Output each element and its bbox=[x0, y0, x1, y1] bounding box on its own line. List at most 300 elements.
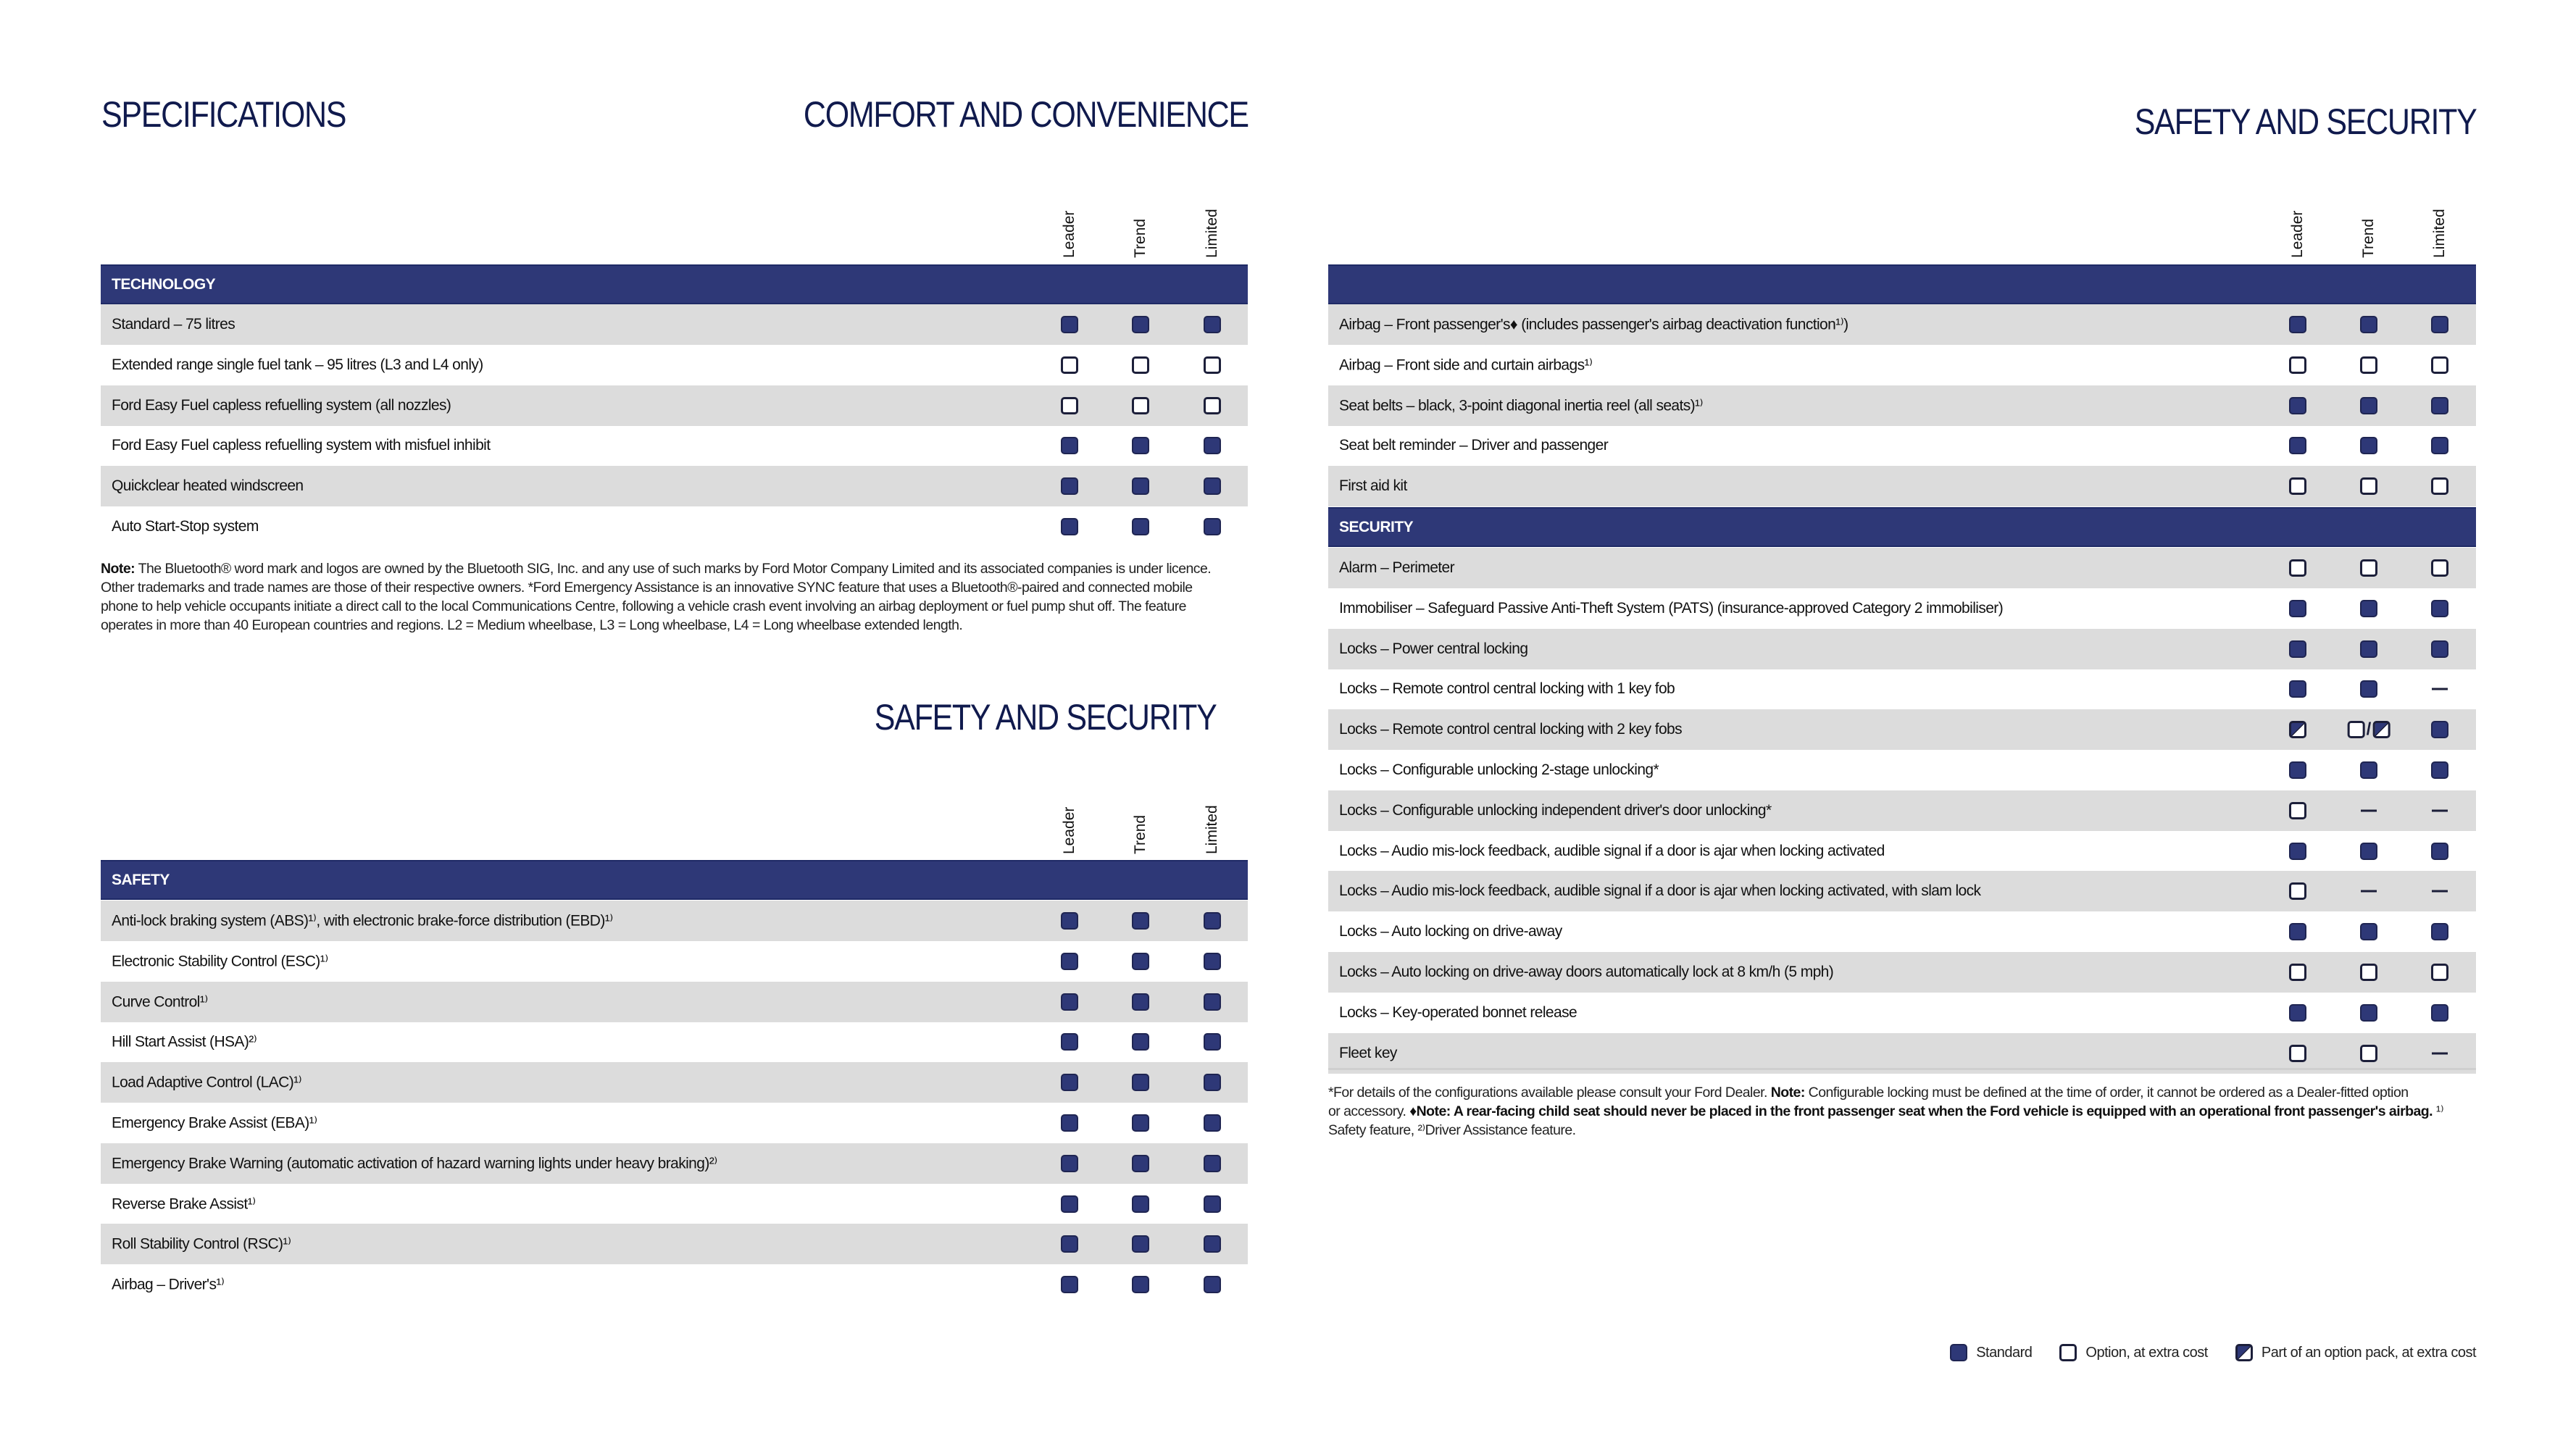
table-row bbox=[1328, 629, 2476, 669]
comfort-convenience-title: COMFORT AND CONVENIENCE bbox=[804, 94, 1249, 135]
section-header-security bbox=[1328, 507, 2476, 547]
standard-icon bbox=[1061, 1074, 1078, 1091]
standard-icon bbox=[2431, 316, 2448, 333]
table-bottom-divider bbox=[1328, 1068, 2476, 1070]
cell-trend bbox=[1132, 316, 1149, 333]
row-label: Emergency Brake Warning (automatic activation of hazard warning lights under heavy braking)²⁾ bbox=[112, 1155, 717, 1172]
table-row bbox=[101, 1184, 1248, 1224]
cell-trend bbox=[1132, 993, 1149, 1011]
standard-icon bbox=[2431, 600, 2448, 617]
standard-icon bbox=[1132, 1074, 1149, 1091]
option-icon bbox=[2289, 559, 2306, 577]
not-available-dash-icon bbox=[2361, 890, 2377, 893]
row-label: Ford Easy Fuel capless refuelling system with misfuel inhibit bbox=[112, 437, 491, 454]
row-label: Locks – Auto locking on drive-away bbox=[1339, 923, 1562, 940]
option-icon bbox=[2289, 477, 2306, 495]
row-label: Extended range single fuel tank – 95 litres (L3 and L4 only) bbox=[112, 356, 483, 373]
cell-trend bbox=[2360, 559, 2377, 577]
cell-trend bbox=[1132, 397, 1149, 414]
cell-limited bbox=[2431, 559, 2448, 577]
cell-trend bbox=[2360, 843, 2377, 860]
cell-trend bbox=[1132, 1276, 1149, 1293]
note-text: Other trademarks and trade names are those of their respective owners. *Ford Emergency Assistance is an innovative SYNC feature that uses a Bluetooth®-paired and connected mobile bbox=[101, 580, 1193, 596]
cell-leader bbox=[2289, 640, 2306, 658]
cell-leader bbox=[2289, 761, 2306, 779]
standard-icon bbox=[2289, 923, 2306, 940]
legend-pack bbox=[2235, 1344, 2476, 1361]
cell-limited bbox=[1204, 356, 1221, 374]
standard-icon bbox=[1061, 953, 1078, 970]
cell-limited bbox=[1204, 437, 1221, 454]
option-icon bbox=[1132, 397, 1149, 414]
cell-trend bbox=[2360, 1045, 2377, 1062]
option-pack-icon bbox=[2372, 721, 2390, 738]
row-label: Electronic Stability Control (ESC)¹⁾ bbox=[112, 953, 328, 970]
standard-icon bbox=[1061, 477, 1078, 495]
cell-leader bbox=[1061, 397, 1078, 414]
standard-icon bbox=[1061, 993, 1078, 1011]
standard-icon bbox=[2431, 1004, 2448, 1022]
column-header-trend: Trend bbox=[1132, 218, 1149, 258]
cell-leader bbox=[1061, 1074, 1078, 1091]
standard-icon bbox=[1204, 1235, 1221, 1253]
cell-trend bbox=[2360, 356, 2377, 374]
option-icon bbox=[2360, 1045, 2377, 1062]
row-label: Reverse Brake Assist¹⁾ bbox=[112, 1195, 256, 1213]
table-row bbox=[101, 901, 1248, 941]
option-icon bbox=[2360, 356, 2377, 374]
standard-icon bbox=[1061, 1235, 1078, 1253]
standard-icon bbox=[1204, 437, 1221, 454]
cell-trend bbox=[2360, 761, 2377, 779]
column-header-limited: Limited bbox=[1204, 805, 1220, 854]
option-icon bbox=[2431, 356, 2448, 374]
standard-icon bbox=[2431, 923, 2448, 940]
table-row bbox=[101, 425, 1248, 466]
table-row bbox=[101, 1264, 1248, 1305]
note-line bbox=[101, 578, 1260, 597]
table-row bbox=[1328, 548, 2476, 588]
cell-limited bbox=[1204, 993, 1221, 1011]
column-header-leader: Leader bbox=[1061, 210, 1077, 258]
standard-icon bbox=[2289, 680, 2306, 698]
row-label: Load Adaptive Control (LAC)¹⁾ bbox=[112, 1074, 302, 1091]
cell-limited bbox=[1204, 1235, 1221, 1253]
cell-trend bbox=[2360, 477, 2377, 495]
safety-security-title-left: SAFETY AND SECURITY bbox=[874, 697, 1216, 738]
cell-leader bbox=[1061, 912, 1078, 930]
cell-leader bbox=[2289, 1045, 2306, 1062]
option-icon bbox=[2289, 802, 2306, 819]
table-row bbox=[1328, 993, 2476, 1033]
option-icon bbox=[1132, 356, 1149, 374]
cell-limited bbox=[2432, 688, 2448, 690]
option-pack-icon bbox=[2235, 1344, 2253, 1361]
standard-icon bbox=[2360, 761, 2377, 779]
cell-trend bbox=[2348, 721, 2390, 738]
cell-leader bbox=[1061, 518, 1078, 535]
standard-icon bbox=[1132, 953, 1149, 970]
footnote-text: or accessory. bbox=[1328, 1103, 1410, 1119]
option-icon bbox=[1204, 356, 1221, 374]
standard-icon bbox=[1132, 518, 1149, 535]
security-footnote bbox=[1328, 1083, 2488, 1140]
option-icon bbox=[2431, 477, 2448, 495]
standard-icon bbox=[1061, 1195, 1078, 1213]
standard-icon bbox=[2431, 721, 2448, 738]
footnote-bold: Note: bbox=[1770, 1085, 1805, 1101]
table-row bbox=[1328, 669, 2476, 709]
standard-icon bbox=[2360, 843, 2377, 860]
table-row bbox=[1328, 952, 2476, 993]
standard-icon bbox=[1061, 1114, 1078, 1132]
cell-trend bbox=[1132, 356, 1149, 374]
cell-leader bbox=[1061, 1155, 1078, 1172]
cell-trend bbox=[1132, 953, 1149, 970]
table-row bbox=[1328, 911, 2476, 952]
footnote-text: Configurable locking must be defined at the time of order, it cannot be ordered as a Dealer-fitted option bbox=[1804, 1085, 2409, 1101]
note-line bbox=[101, 616, 1260, 635]
table-row bbox=[101, 466, 1248, 506]
cell-limited bbox=[2431, 964, 2448, 981]
standard-icon bbox=[1132, 912, 1149, 930]
standard-icon bbox=[1204, 518, 1221, 535]
option-icon bbox=[1204, 397, 1221, 414]
cell-trend bbox=[1132, 912, 1149, 930]
standard-icon bbox=[1061, 316, 1078, 333]
row-label: Standard – 75 litres bbox=[112, 316, 235, 333]
standard-icon bbox=[1204, 953, 1221, 970]
option-icon bbox=[2431, 559, 2448, 577]
option-icon bbox=[2059, 1344, 2077, 1361]
row-label: Immobiliser – Safeguard Passive Anti-Theft System (PATS) (insurance-approved Category 2 immobiliser) bbox=[1339, 599, 2004, 617]
table-row bbox=[1328, 466, 2476, 506]
option-icon bbox=[2289, 1045, 2306, 1062]
cell-limited bbox=[1204, 912, 1221, 930]
standard-icon bbox=[2289, 761, 2306, 779]
cell-leader bbox=[2289, 843, 2306, 860]
table-row bbox=[1328, 750, 2476, 790]
cell-limited bbox=[1204, 316, 1221, 333]
row-label: Emergency Brake Assist (EBA)¹⁾ bbox=[112, 1114, 317, 1132]
standard-icon bbox=[2431, 397, 2448, 414]
standard-icon bbox=[1132, 1276, 1149, 1293]
standard-icon bbox=[1132, 437, 1149, 454]
column-header-trend: Trend bbox=[1132, 814, 1149, 854]
standard-icon bbox=[2360, 680, 2377, 698]
standard-icon bbox=[2289, 600, 2306, 617]
cell-trend bbox=[2360, 437, 2377, 454]
standard-icon bbox=[1061, 437, 1078, 454]
legend bbox=[1950, 1344, 2476, 1361]
cell-leader bbox=[2289, 600, 2306, 617]
legend-pack-label: Part of an option pack, at extra cost bbox=[2261, 1344, 2476, 1361]
option-icon bbox=[2431, 964, 2448, 981]
cell-leader bbox=[2289, 964, 2306, 981]
note-text: The Bluetooth® word mark and logos are owned by the Bluetooth SIG, Inc. and any use of such marks by Ford Motor Company Limited and its associated companies is under licence. bbox=[135, 561, 1212, 577]
standard-icon bbox=[2360, 1004, 2377, 1022]
footnote-line bbox=[1328, 1121, 2488, 1140]
cell-limited bbox=[2431, 761, 2448, 779]
cell-limited bbox=[1204, 518, 1221, 535]
cell-limited bbox=[2431, 600, 2448, 617]
cell-limited bbox=[2431, 316, 2448, 333]
page-title: SPECIFICATIONS bbox=[101, 94, 346, 135]
row-label: Hill Start Assist (HSA)²⁾ bbox=[112, 1033, 257, 1051]
table-row bbox=[101, 506, 1248, 547]
standard-icon bbox=[1204, 1155, 1221, 1172]
cell-limited bbox=[2431, 721, 2448, 738]
standard-icon bbox=[2289, 437, 2306, 454]
standard-icon bbox=[1132, 316, 1149, 333]
table-row bbox=[101, 1022, 1248, 1062]
cell-leader bbox=[1061, 1235, 1078, 1253]
standard-icon bbox=[2360, 923, 2377, 940]
column-header-leader: Leader bbox=[2289, 210, 2306, 258]
standard-icon bbox=[2360, 640, 2377, 658]
row-label: Roll Stability Control (RSC)¹⁾ bbox=[112, 1235, 291, 1253]
standard-icon bbox=[1132, 477, 1149, 495]
cell-trend bbox=[2361, 890, 2377, 893]
table-row bbox=[101, 1062, 1248, 1103]
table-row bbox=[1328, 831, 2476, 872]
table-row bbox=[1328, 790, 2476, 831]
standard-icon bbox=[2360, 437, 2377, 454]
cell-leader bbox=[2289, 680, 2306, 698]
cell-trend bbox=[1132, 1195, 1149, 1213]
table-row bbox=[101, 1103, 1248, 1143]
standard-icon bbox=[2360, 600, 2377, 617]
row-label: Anti-lock braking system (ABS)¹⁾, with electronic brake-force distribution (EBD)¹⁾ bbox=[112, 912, 613, 930]
table-row bbox=[1328, 709, 2476, 750]
cell-trend bbox=[1132, 518, 1149, 535]
footnote-text: Safety feature, ²⁾Driver Assistance feature. bbox=[1328, 1122, 1576, 1138]
section-header-label: SECURITY bbox=[1339, 518, 1414, 535]
cell-trend bbox=[2361, 809, 2377, 811]
standard-icon bbox=[2289, 316, 2306, 333]
safety-security-table bbox=[1328, 264, 2476, 1070]
option-icon bbox=[1061, 356, 1078, 374]
cell-leader bbox=[2289, 802, 2306, 819]
cell-trend bbox=[1132, 437, 1149, 454]
footnote-line bbox=[1328, 1083, 2488, 1102]
option-icon bbox=[2289, 356, 2306, 374]
row-label: Locks – Remote control central locking with 2 key fobs bbox=[1339, 721, 1683, 738]
note-text: phone to help vehicle occupants initiate a direct call to the local Communications Centre, following a vehicle crash event involving an airbag deployment or fuel pump shut off. The feature bbox=[101, 598, 1186, 614]
cell-limited bbox=[2431, 437, 2448, 454]
cell-leader bbox=[2289, 316, 2306, 333]
cell-limited bbox=[1204, 1155, 1221, 1172]
footnote-text: *For details of the configurations available please consult your Ford Dealer. bbox=[1328, 1085, 1771, 1101]
section-header-technology bbox=[101, 264, 1248, 304]
cell-trend bbox=[1132, 477, 1149, 495]
row-label: Locks – Configurable unlocking 2-stage unlocking* bbox=[1339, 761, 1659, 778]
cell-limited bbox=[1204, 1276, 1221, 1293]
cell-limited bbox=[2432, 890, 2448, 893]
row-label: Locks – Remote control central locking with 1 key fob bbox=[1339, 680, 1675, 698]
standard-icon bbox=[2431, 761, 2448, 779]
standard-icon bbox=[1204, 912, 1221, 930]
technology-table bbox=[101, 264, 1248, 548]
cell-leader bbox=[1061, 1114, 1078, 1132]
row-label: Ford Easy Fuel capless refuelling system (all nozzles) bbox=[112, 396, 451, 414]
cell-trend bbox=[2360, 397, 2377, 414]
cell-leader bbox=[1061, 1033, 1078, 1051]
cell-limited bbox=[1204, 1195, 1221, 1213]
cell-leader bbox=[2289, 397, 2306, 414]
cell-leader bbox=[1061, 437, 1078, 454]
table-row bbox=[1328, 425, 2476, 466]
cell-limited bbox=[2431, 843, 2448, 860]
column-header-limited: Limited bbox=[1204, 209, 1220, 258]
column-header-leader: Leader bbox=[1061, 806, 1077, 854]
cell-trend bbox=[2360, 964, 2377, 981]
row-label: Quickclear heated windscreen bbox=[112, 477, 304, 495]
option-icon bbox=[2289, 964, 2306, 981]
table-row bbox=[101, 982, 1248, 1022]
cell-leader bbox=[2289, 356, 2306, 374]
standard-icon bbox=[2360, 397, 2377, 414]
cell-limited bbox=[1204, 1114, 1221, 1132]
not-available-dash-icon bbox=[2432, 688, 2448, 690]
standard-icon bbox=[2360, 316, 2377, 333]
row-label: Alarm – Perimeter bbox=[1339, 559, 1455, 576]
standard-icon bbox=[1132, 1114, 1149, 1132]
cell-trend bbox=[2360, 1004, 2377, 1022]
technology-note bbox=[101, 559, 1260, 635]
cell-limited bbox=[1204, 1074, 1221, 1091]
cell-limited bbox=[2431, 477, 2448, 495]
standard-icon bbox=[1132, 1033, 1149, 1051]
row-label: First aid kit bbox=[1339, 477, 1407, 495]
slash-separator: / bbox=[2366, 719, 2372, 740]
table-row bbox=[1328, 871, 2476, 911]
legend-option bbox=[2059, 1344, 2207, 1361]
not-available-dash-icon bbox=[2432, 890, 2448, 893]
standard-icon bbox=[1061, 518, 1078, 535]
option-icon bbox=[2360, 559, 2377, 577]
standard-icon bbox=[1132, 1155, 1149, 1172]
table-row bbox=[101, 345, 1248, 385]
cell-trend bbox=[1132, 1114, 1149, 1132]
row-label: Locks – Auto locking on drive-away doors automatically lock at 8 km/h (5 mph) bbox=[1339, 964, 1834, 980]
cell-limited bbox=[2431, 640, 2448, 658]
cell-leader bbox=[2289, 477, 2306, 495]
cell-leader bbox=[2289, 923, 2306, 940]
option-icon bbox=[2360, 477, 2377, 495]
standard-icon bbox=[1204, 1276, 1221, 1293]
section-header-label: TECHNOLOGY bbox=[112, 275, 216, 293]
legend-option-label: Option, at extra cost bbox=[2085, 1344, 2208, 1361]
row-label: Locks – Key-operated bonnet release bbox=[1339, 1003, 1577, 1021]
cell-limited bbox=[2431, 923, 2448, 940]
cell-leader bbox=[1061, 477, 1078, 495]
standard-icon bbox=[1061, 1276, 1078, 1293]
standard-icon bbox=[2431, 843, 2448, 860]
column-header-limited: Limited bbox=[2431, 209, 2448, 258]
cell-leader bbox=[1061, 1276, 1078, 1293]
not-available-dash-icon bbox=[2361, 809, 2377, 811]
cell-leader bbox=[2289, 437, 2306, 454]
standard-icon bbox=[2289, 843, 2306, 860]
cell-limited bbox=[1204, 477, 1221, 495]
row-label: Seat belts – black, 3-point diagonal inertia reel (all seats)¹⁾ bbox=[1339, 397, 1703, 414]
cell-trend bbox=[1132, 1235, 1149, 1253]
table-row bbox=[1328, 304, 2476, 345]
cell-leader bbox=[1061, 993, 1078, 1011]
row-label: Curve Control¹⁾ bbox=[112, 993, 208, 1011]
safety-security-title-right: SAFETY AND SECURITY bbox=[2134, 101, 2476, 142]
note-line bbox=[101, 559, 1260, 578]
standard-icon bbox=[1204, 477, 1221, 495]
standard-icon bbox=[1061, 1155, 1078, 1172]
cell-leader bbox=[2289, 1004, 2306, 1022]
row-label: Auto Start-Stop system bbox=[112, 518, 259, 535]
option-icon bbox=[1061, 397, 1078, 414]
standard-icon bbox=[1132, 1235, 1149, 1253]
note-text: operates in more than 40 European countries and regions. L2 = Medium wheelbase, L3 = Long wheelbase, L4 = Long wheelbase extended length. bbox=[101, 617, 963, 633]
cell-trend bbox=[2360, 640, 2377, 658]
cell-leader bbox=[2289, 882, 2306, 900]
standard-icon bbox=[1204, 316, 1221, 333]
standard-icon bbox=[1132, 993, 1149, 1011]
row-label: Airbag – Driver's¹⁾ bbox=[112, 1276, 225, 1293]
option-icon bbox=[2360, 964, 2377, 981]
cell-leader bbox=[2289, 559, 2306, 577]
cell-trend bbox=[2360, 600, 2377, 617]
table-row bbox=[1328, 345, 2476, 385]
standard-icon bbox=[1204, 1114, 1221, 1132]
standard-icon bbox=[1204, 1074, 1221, 1091]
cell-trend bbox=[1132, 1074, 1149, 1091]
footnote-line bbox=[1328, 1102, 2488, 1121]
column-header-trend: Trend bbox=[2360, 218, 2377, 258]
standard-icon bbox=[1061, 912, 1078, 930]
cell-limited bbox=[1204, 953, 1221, 970]
section-header-label: SAFETY bbox=[112, 871, 170, 888]
table-row bbox=[101, 1224, 1248, 1264]
cell-leader bbox=[1061, 356, 1078, 374]
option-icon bbox=[2348, 721, 2365, 738]
standard-icon bbox=[1204, 1195, 1221, 1213]
row-label: Locks – Power central locking bbox=[1339, 640, 1528, 657]
footnote-bold: ♦Note: A rear-facing child seat should never be placed in the front passenger seat when the Ford vehicle is equipped with an operational front passenger's airbag. bbox=[1409, 1103, 2433, 1119]
cell-limited bbox=[1204, 1033, 1221, 1051]
row-label: Locks – Audio mis-lock feedback, audible signal if a door is ajar when locking activated bbox=[1339, 842, 1885, 859]
not-available-dash-icon bbox=[2432, 1052, 2448, 1054]
legend-standard-label: Standard bbox=[1976, 1344, 2033, 1361]
standard-icon bbox=[2289, 640, 2306, 658]
cell-trend bbox=[2360, 923, 2377, 940]
row-label: Locks – Configurable unlocking independent driver's door unlocking* bbox=[1339, 801, 1772, 819]
cell-limited bbox=[2431, 356, 2448, 374]
cell-limited bbox=[2432, 1052, 2448, 1054]
cell-limited bbox=[2431, 397, 2448, 414]
table-row bbox=[101, 385, 1248, 426]
standard-icon bbox=[1132, 1195, 1149, 1213]
row-label: Fleet key bbox=[1339, 1044, 1397, 1061]
cell-leader bbox=[1061, 1195, 1078, 1213]
cell-trend bbox=[1132, 1033, 1149, 1051]
safety-table bbox=[101, 860, 1248, 1306]
table-row bbox=[101, 1143, 1248, 1184]
section-header-safety bbox=[101, 860, 1248, 900]
cell-trend bbox=[2360, 680, 2377, 698]
standard-icon bbox=[2431, 640, 2448, 658]
footnote-text: ¹⁾ bbox=[2433, 1103, 2444, 1119]
not-available-dash-icon bbox=[2432, 809, 2448, 811]
row-label: Airbag – Front passenger's♦ (includes passenger's airbag deactivation function¹⁾) bbox=[1339, 316, 1848, 333]
